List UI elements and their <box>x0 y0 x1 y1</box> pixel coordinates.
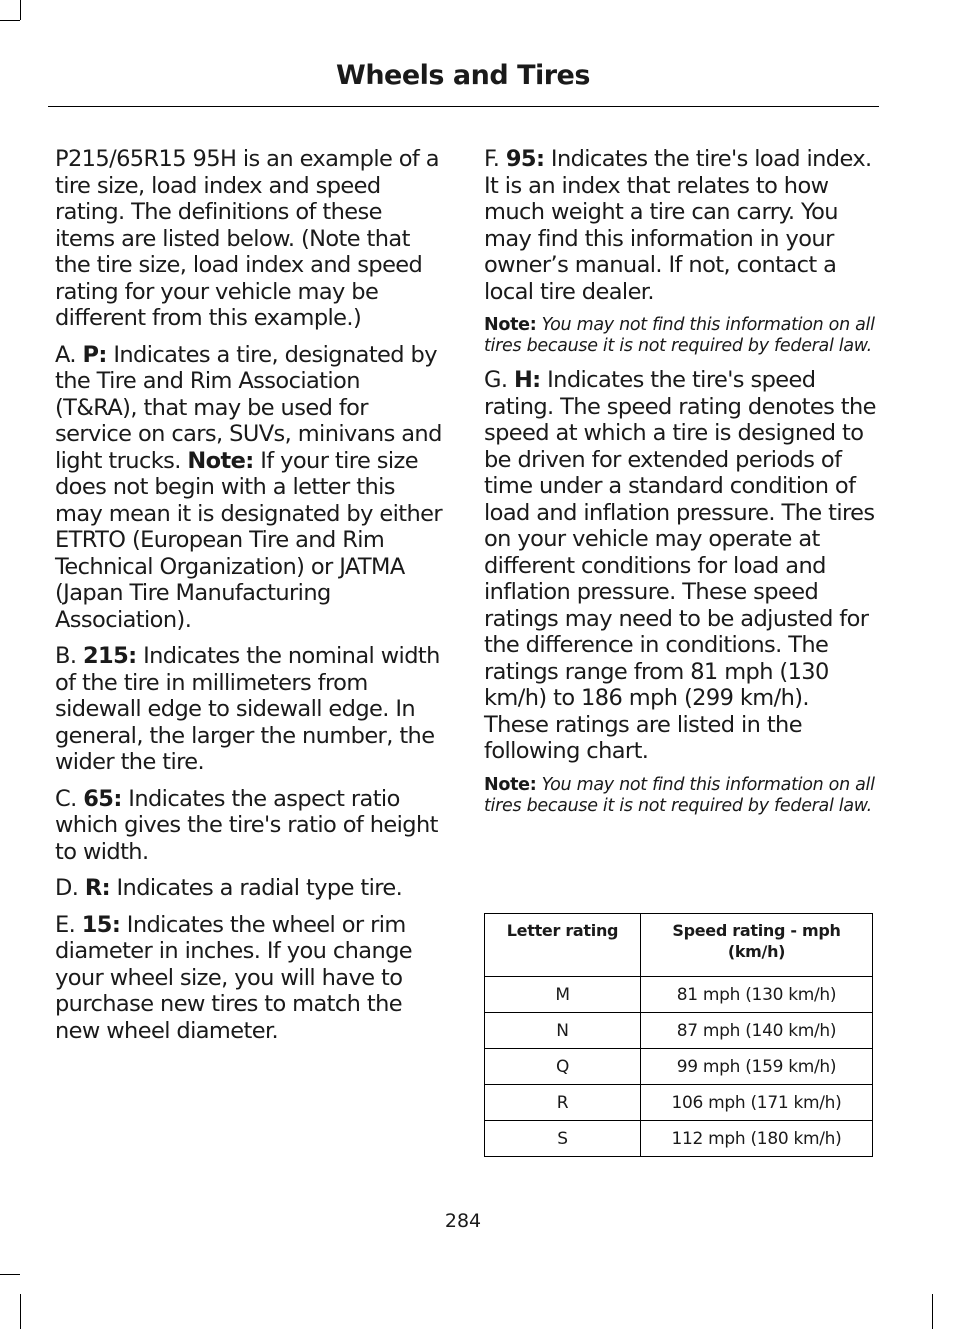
item-g-prefix: G. <box>484 367 514 393</box>
table-header-letter: Letter rating <box>485 914 641 977</box>
item-c-text: Indicates the aspect ratio which gives the tire's ratio of height to width. <box>55 785 438 865</box>
item-e-text: Indicates the wheel or rim diameter in inches. If you change your wheel size, you will have to purchase new tires to match the new wheel diameter. <box>55 911 413 1044</box>
page-title: Wheels and Tires <box>336 60 590 91</box>
item-g <box>484 367 876 765</box>
table-header-row <box>485 914 873 977</box>
item-c-code: 65: <box>83 785 122 812</box>
intro-paragraph: P215/65R15 95H is an example of a tire size, load index and speed rating. The definitions of these items are listed below. (Note that the tire size, load index and speed rating for your vehicle may be different from this example.) <box>55 146 439 331</box>
item-b-code: 215: <box>82 643 137 669</box>
table-header-speed: Speed rating - mph (km/h) <box>641 914 873 977</box>
item-b <box>55 643 447 776</box>
table-cell-letter: Q <box>485 1049 641 1085</box>
table-cell-letter: M <box>485 977 641 1013</box>
item-c <box>55 786 447 866</box>
item-d-prefix: D. <box>55 875 85 901</box>
item-a-text: Indicates a tire, designated by the Tire and Rim Association (T&RA), that may be used for service on cars, SUVs, minivans and light trucks. <box>55 341 442 474</box>
table-row <box>485 1121 873 1157</box>
item-d <box>55 875 447 902</box>
item-b-prefix: B. <box>55 643 83 669</box>
crop-mark <box>0 20 20 21</box>
table-row <box>485 1049 873 1085</box>
crop-mark <box>932 1294 933 1329</box>
crop-mark <box>20 0 21 20</box>
item-e <box>55 912 447 1045</box>
table-row <box>485 977 873 1013</box>
item-g-code: H: <box>513 367 541 393</box>
table-cell-letter: N <box>485 1013 641 1049</box>
item-a-note-label: Note: <box>187 447 254 474</box>
note-2-label: Note: <box>484 774 537 795</box>
table-row <box>485 1013 873 1049</box>
table-cell-speed: 81 mph (130 km/h) <box>641 977 873 1013</box>
crop-mark <box>0 1274 20 1275</box>
table-cell-letter: S <box>485 1121 641 1157</box>
note-1-label: Note: <box>484 315 537 335</box>
item-a <box>55 342 447 634</box>
table-row <box>485 1085 873 1121</box>
table-cell-speed: 99 mph (159 km/h) <box>641 1049 873 1085</box>
item-e-code: 15: <box>81 911 121 938</box>
item-f-prefix: F. <box>484 146 506 172</box>
item-d-code: R: <box>84 875 110 901</box>
note-1 <box>484 315 876 357</box>
note-2 <box>484 775 876 817</box>
left-column <box>55 146 447 1054</box>
header-divider <box>48 106 879 107</box>
item-g-text: Indicates the tire's speed rating. The speed rating denotes the speed at which a tire is designed to be driven for extended periods of time under a standard condition of load and inflation pressure. The tires on your vehicle may operate at different conditions for load and inflation pressure. These speed ratings may need to be adjusted for the difference in conditions. The ratings range from 81 mph (130 km/h) to 186 mph (299 km/h). These ratings are listed in the following chart. <box>484 367 876 764</box>
note-1-text: You may not find this information on all tires because it is not required by federal law. <box>484 315 875 356</box>
note-2-text: You may not find this information on all tires because it is not required by federal law. <box>484 774 875 816</box>
item-b-text: Indicates the nominal width of the tire in millimeters from sidewall edge to sidewall edge. In general, the larger the number, the wider the tire. <box>55 643 440 775</box>
item-f-text: Indicates the tire's load index. It is an index that relates to how much weight a tire can carry. You may find this information in your owner’s manual. If not, contact a local tire dealer. <box>484 146 872 305</box>
item-a-code: P: <box>82 341 107 368</box>
item-a-note-text: If your tire size does not begin with a letter this may mean it is designated by either ETRTO (European Tire and Rim Technical Organization) or JATMA (Japan Tire Manufacturing Association). <box>55 447 443 633</box>
item-d-text: Indicates a radial type tire. <box>109 875 403 901</box>
item-f <box>484 146 876 305</box>
table-cell-letter: R <box>485 1085 641 1121</box>
crop-mark <box>20 1294 21 1329</box>
item-c-prefix: C. <box>55 785 84 812</box>
table-cell-speed: 106 mph (171 km/h) <box>641 1085 873 1121</box>
item-a-prefix: A. <box>55 341 83 368</box>
table-cell-speed: 87 mph (140 km/h) <box>641 1013 873 1049</box>
table-cell-speed: 112 mph (180 km/h) <box>641 1121 873 1157</box>
item-e-prefix: E. <box>55 911 82 938</box>
page-number: 284 <box>444 1210 482 1232</box>
right-column <box>484 146 876 827</box>
speed-rating-table <box>484 913 873 1157</box>
item-f-code: 95: <box>505 146 545 172</box>
